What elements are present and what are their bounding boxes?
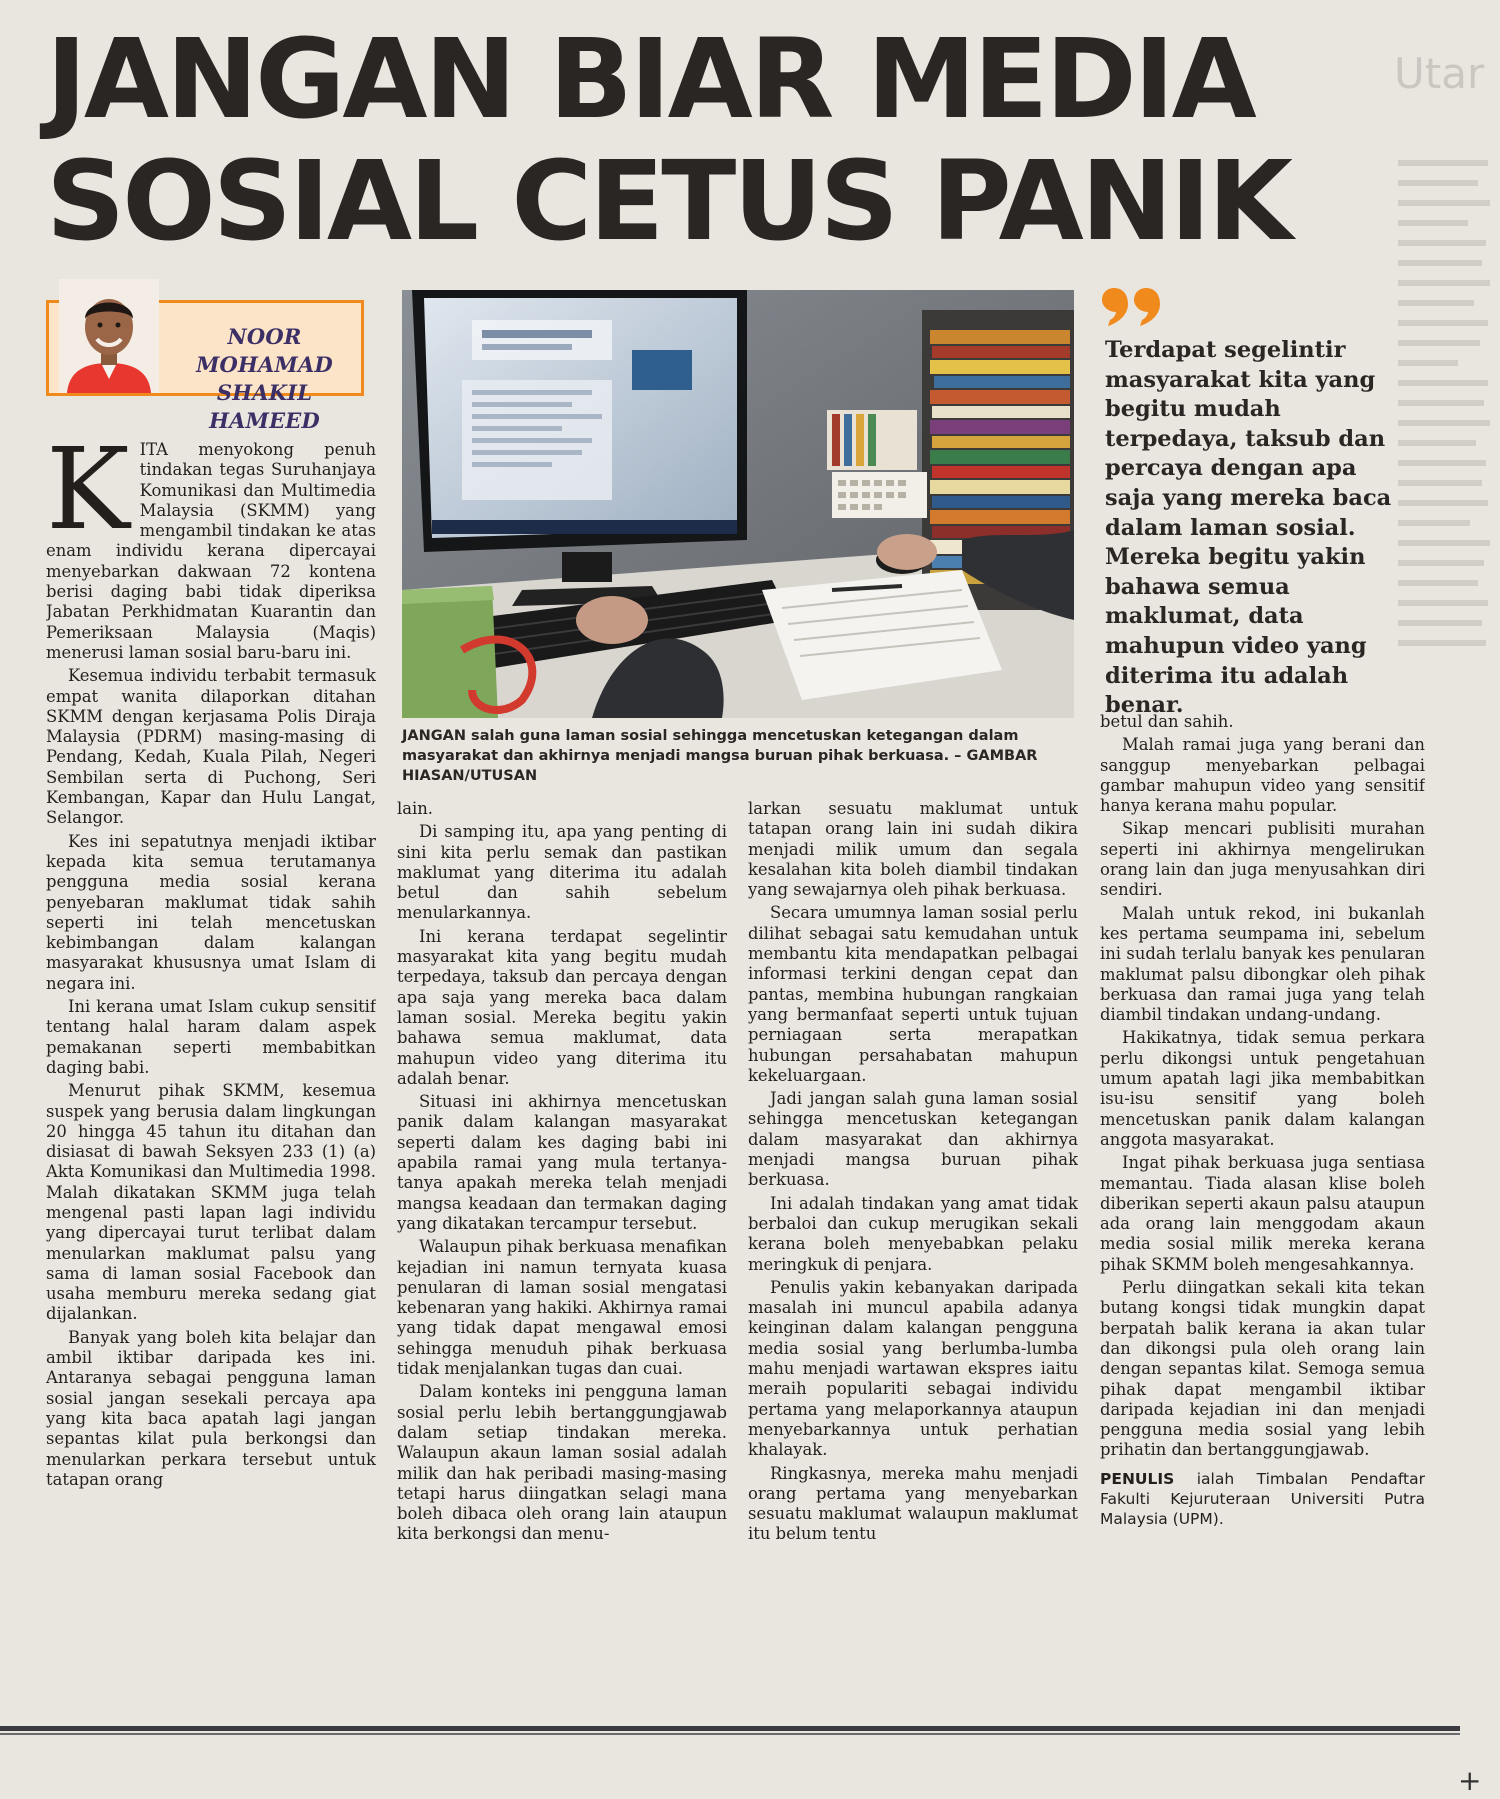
photo-caption: JANGAN salah guna laman sosial sehingga mencetuskan ketegangan dalam masyarakat dan akhirnya menjadi mangsa buruan pihak berkuasa. – GAMBAR HIASAN/UTUSAN bbox=[402, 728, 1038, 784]
paragraph-text: ITA menyokong penuh tindakan tegas Suruhanjaya Komunikasi dan Multimedia Malaysia (SKMM) yang mengambil tindakan ke atas enam individu kerana dipercayai menyebarkan dakwaan 72 kontena berisi daging babi tidak diperiksa Jabatan Perkhidmatan Kuarantin dan Pemeriksaan Malaysia (Maqis) menerusi laman sosial baru-baru ini. bbox=[46, 440, 376, 662]
author-portrait-icon bbox=[59, 279, 159, 393]
paragraph: betul dan sahih. bbox=[1100, 712, 1234, 731]
paragraph: Malah ramai juga yang berani dan sanggup menyebarkan pelbagai gambar mahupun video yang sensitif hanya kerana mahu popular. bbox=[1100, 735, 1425, 816]
paragraph: Banyak yang boleh kita belajar dan ambil iktibar daripada kes ini. Antaranya sebagai pengguna laman sosial jangan sesekali percaya apa yang kita baca apatah lagi jangan sepantas kilat pula berkongsi dan menularkan perkara tersebut untuk tatapan orang bbox=[46, 1327, 376, 1489]
paragraph: Jadi jangan salah guna laman sosial sehingga mencetuskan ketegangan dalam masyarakat dan akhirnya menjadi mangsa buruan pihak berkuasa. bbox=[748, 1089, 1078, 1190]
paragraph: larkan sesuatu maklumat untuk tatapan orang lain ini sudah dikira menjadi milik umum dan segala kesalahan kita boleh diambil tindakan yang sewajarnya oleh pihak berkuasa. bbox=[748, 799, 1078, 900]
paragraph: Malah untuk rekod, ini bukanlah kes pertama seumpama ini, sebelum ini sudah terlalu banyak kes penularan maklumat palsu dibongkar oleh pihak berkuasa dan ramai juga yang telah diambil tindakan undang-undang. bbox=[1100, 903, 1425, 1025]
article-column-3 bbox=[748, 799, 1078, 1709]
paragraph: Ringkasnya, mereka mahu menjadi orang pertama yang menyebarkan sesuatu maklumat walaupun maklumat itu belum tentu bbox=[748, 1463, 1078, 1544]
paragraph: Ini adalah tindakan yang amat tidak berbaloi dan cukup merugikan sekali kerana boleh menyebabkan pelaku meringkuk di penjara. bbox=[748, 1193, 1078, 1274]
paragraph: Ini kerana umat Islam cukup sensitif tentang halal haram dalam aspek pemakanan seperti membabitkan daging babi. bbox=[46, 997, 376, 1077]
paragraph: Secara umumnya laman sosial perlu dilihat sebagai satu kemudahan untuk membantu kita mendapatkan pelbagai informasi terkini dengan cepat dan pantas, membina hubungan rangkaian yang bermanfaat seperti untuk tujuan perniagaan serta merapatkan hubungan persahabatan mahupun kekeluargaan. bbox=[748, 903, 1078, 1085]
paragraph: Kesemua individu terbabit termasuk empat wanita dilaporkan ditahan SKMM dengan kerjasama Polis Diraja Malaysia (PDRM) masing-masing di Pendang, Kedah, Kuala Pilah, Negeri Sembilan serta di Puchong, Seri Kembangan, Kapar dan Hulu Langat, Selangor. bbox=[46, 666, 376, 828]
paragraph: Dalam konteks ini pengguna laman sosial perlu lebih bertanggungjawab dalam setiap tindakan mereka. Walaupun akaun laman sosial adalah milik dan hak peribadi masing-masing tetapi harus diingatkan selagi mana boleh dibaca oleh orang lain ataupun kita berkongsi dan menu- bbox=[397, 1382, 727, 1544]
bottom-rule bbox=[0, 1726, 1460, 1731]
paragraph: Perlu diingatkan sekali kita tekan butang kongsi tidak mungkin dapat berpatah balik kerana ia akan tular dan dikongsi pula oleh orang lain dengan sepantas kilat. Semoga semua pihak dapat mengambil iktibar daripada kejadian ini dan menjadi pengguna media sosial yang lebih prihatin dan bertanggungjawab. bbox=[1100, 1278, 1425, 1460]
paragraph: Penulis yakin kebanyakan daripada masalah ini muncul apabila adanya keinginan dalam kalangan pengguna media sosial yang berlumba-lumba mahu menjadi wartawan ekspres iaitu meraih populariti sebagai individu pertama yang melaporkannya ataupun menyebarkannya untuk perhatian khalayak. bbox=[748, 1277, 1078, 1460]
author-name bbox=[167, 323, 362, 435]
drop-cap: K bbox=[46, 440, 130, 555]
paragraph: Walaupun pihak berkuasa menafikan kejadian ini namun ternyata kuasa penularan di laman sosial mengatasi kebenaran yang hakiki. Akhirnya ramai yang tidak dapat mengawal emosi sehingga menuduh pihak berkuasa tidak menjalankan tugas dan cuai. bbox=[397, 1237, 727, 1379]
pull-quote: Terdapat segelintir masyarakat kita yang begitu mudah terpedaya, taksub dan percaya dengan apa saja yang mereka baca dalam laman sosial. Mereka begitu yakin bahawa semua maklumat, data mahupun video yang diterima itu adalah benar. bbox=[1105, 337, 1392, 719]
paragraph: Ingat pihak berkuasa juga sentiasa memantau. Tiada alasan klise boleh diberikan seperti akaun palsu ataupun ada orang lain menggodam akaun media sosial milik mereka kerana pihak SKMM boleh mengesahkannya. bbox=[1100, 1153, 1425, 1274]
article-column-2 bbox=[397, 799, 727, 1709]
article-photo bbox=[402, 290, 1074, 718]
author-note bbox=[1100, 1469, 1425, 1529]
bleed-through-text bbox=[1392, 50, 1500, 700]
paragraph: Di samping itu, apa yang penting di sini kita perlu semak dan pastikan maklumat yang diterima itu adalah betul dan sahih sebelum menularkannya. bbox=[397, 822, 727, 923]
computer-desk-photo bbox=[402, 290, 1074, 718]
byline-box bbox=[46, 300, 364, 433]
bleed-through-texture bbox=[1392, 50, 1500, 700]
paragraph: Situasi ini akhirnya mencetuskan panik dalam kalangan masyarakat seperti dalam kes daging babi ini apabila ramai yang mula tertanya-tanya apakah mereka telah menjadi mangsa keadaan dan termakan daging yang dikatakan tercampur tersebut. bbox=[397, 1092, 727, 1233]
registration-mark-icon: + bbox=[1458, 1764, 1482, 1797]
bottom-rule-thin bbox=[0, 1733, 1460, 1735]
headline bbox=[46, 15, 1346, 265]
headline-line-1: JANGAN BIAR MEDIA bbox=[46, 15, 1254, 143]
author-name-line-1: NOOR MOHAMAD bbox=[196, 324, 333, 377]
quote-mark-icon bbox=[1100, 286, 1162, 326]
author-note-text: ialah Timbalan Pendaftar Fakulti Kejuruteraan Universiti Putra Malaysia (UPM). bbox=[1100, 1469, 1425, 1528]
headline-line-2: SOSIAL CETUS PANIK bbox=[46, 137, 1291, 265]
paragraph: Menurut pihak SKMM, kesemua suspek yang berusia dalam lingkungan 20 hingga 45 tahun itu ditahan dan disiasat di bawah Seksyen 233 (1) (a) Akta Komunikasi dan Multimedia 1998. Malah dikatakan SKMM juga telah mengenal pasti lapan lagi individu yang dipercayai turut terlibat dalam menularkan maklumat palsu yang sama di laman sosial Facebook dan usaha memburu mereka sedang giat dijalankan. bbox=[46, 1081, 376, 1324]
paragraph bbox=[46, 440, 376, 663]
author-name-line-2: SHAKIL HAMEED bbox=[209, 380, 320, 433]
paragraph: lain. bbox=[397, 799, 434, 818]
paragraph: Hakikatnya, tidak semua perkara perlu dikongsi untuk pengetahuan umum apatah lagi jika membabitkan isu-isu sensitif yang boleh mencetuskan panik dalam kalangan anggota masyarakat. bbox=[1100, 1028, 1425, 1149]
article-column-4 bbox=[1100, 712, 1425, 1712]
svg-text:Utar: Utar bbox=[1394, 50, 1485, 98]
paragraph: Ini kerana terdapat segelintir masyarakat kita yang begitu mudah terpedaya, taksub dan percaya dengan apa saja yang mereka baca dalam laman sosial. Mereka begitu yakin bahawa semua maklumat, data mahupun video yang diterima itu adalah benar. bbox=[397, 926, 727, 1088]
author-avatar bbox=[59, 279, 159, 393]
author-note-label: PENULIS bbox=[1100, 1469, 1175, 1488]
paragraph: Kes ini sepatutnya menjadi iktibar kepada kita semua terutamanya pengguna media sosial kerana penyebaran maklumat tidak sahih seperti ini telah mencetuskan kebimbangan dalam kalangan masyarakat khususnya umat Islam di negara ini. bbox=[46, 831, 376, 993]
article-column-1 bbox=[46, 440, 376, 1702]
paragraph: Sikap mencari publisiti murahan seperti ini akhirnya mengelirukan orang lain dan juga menyusahkan diri sendiri. bbox=[1100, 819, 1425, 900]
